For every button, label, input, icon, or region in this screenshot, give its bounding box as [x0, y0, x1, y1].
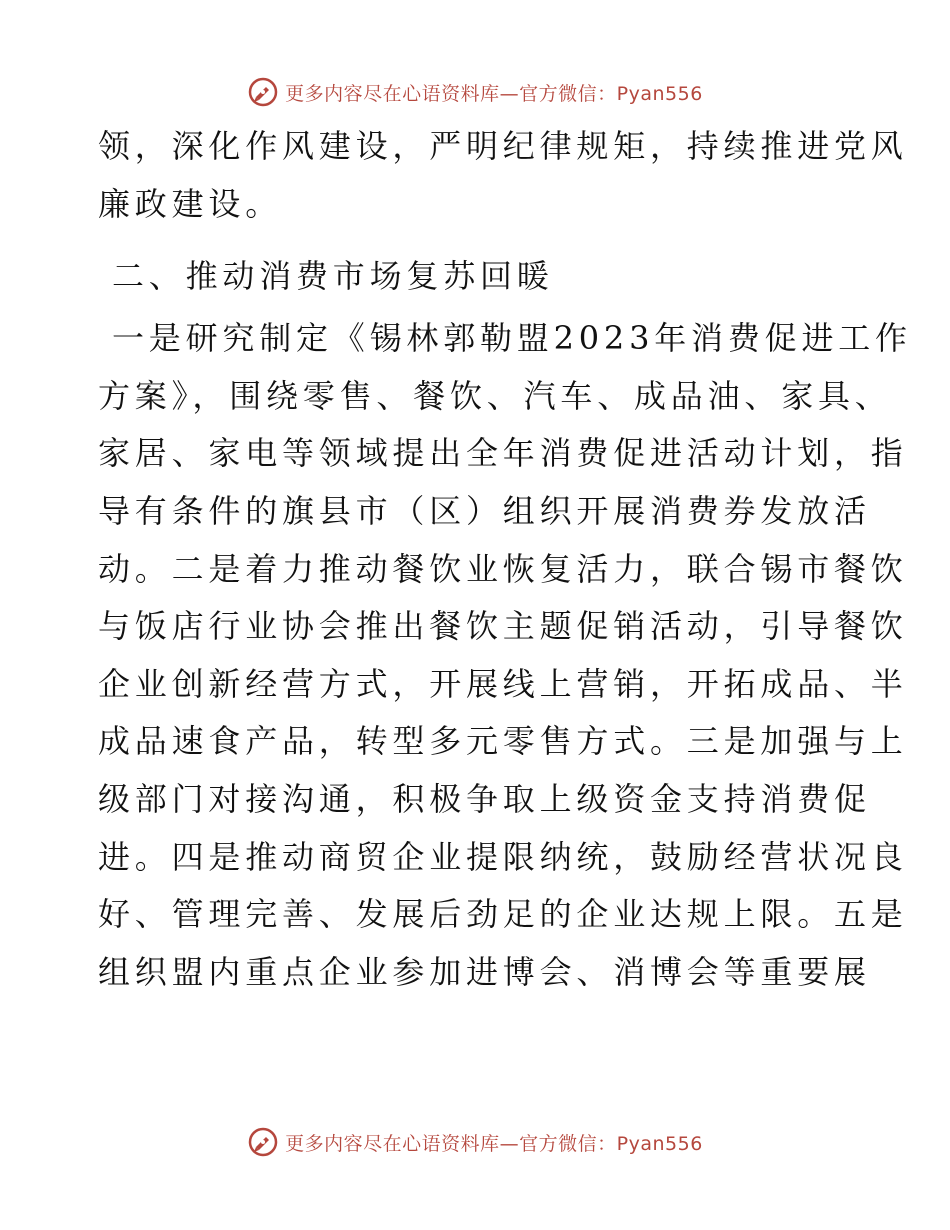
pen-logo-icon	[247, 1126, 279, 1158]
text-line: 动。二是着力推动餐饮业恢复活力，联合锡市餐饮	[98, 549, 908, 588]
text-line: 级部门对接沟通，积极争取上级资金支持消费促	[98, 779, 871, 818]
text-line: 组织盟内重点企业参加进博会、消博会等重要展	[98, 952, 871, 991]
text-line: 进。四是推动商贸企业提限纳统，鼓励经营状况良	[98, 837, 908, 876]
footer-watermark	[0, 1122, 950, 1162]
text-line: 一是研究制定《锡林郭勒盟2023年消费促进工作	[112, 319, 912, 358]
text-line: 家居、家电等领域提出全年消费促进活动计划，指	[98, 434, 908, 473]
text-line: 导有条件的旗县市（区）组织开展消费券发放活	[98, 491, 871, 530]
watermark-text: 更多内容尽在心语资料库—官方微信：Pyan556	[285, 82, 703, 105]
header-watermark	[0, 72, 950, 112]
text-line: 成品速食产品，转型多元零售方式。三是加强与上	[98, 722, 908, 761]
text-line: 与饭店行业协会推出餐饮主题促销活动，引导餐饮	[98, 607, 908, 646]
text-line: 廉政建设。	[98, 184, 283, 223]
text-line: 方案》，围绕零售、餐饮、汽车、成品油、家具、	[98, 376, 892, 415]
document-body	[98, 118, 912, 1001]
text-line: 企业创新经营方式，开展线上营销，开拓成品、半	[98, 664, 908, 703]
text-line: 领，深化作风建设，严明纪律规矩，持续推进党风	[98, 127, 908, 165]
section-heading: 二、推动消费市场复苏回暖	[112, 257, 554, 296]
text-line: 好、管理完善、发展后劲足的企业达规上限。五是	[98, 895, 908, 934]
watermark-text: 更多内容尽在心语资料库—官方微信：Pyan556	[285, 1132, 703, 1155]
pen-logo-icon	[247, 76, 279, 108]
